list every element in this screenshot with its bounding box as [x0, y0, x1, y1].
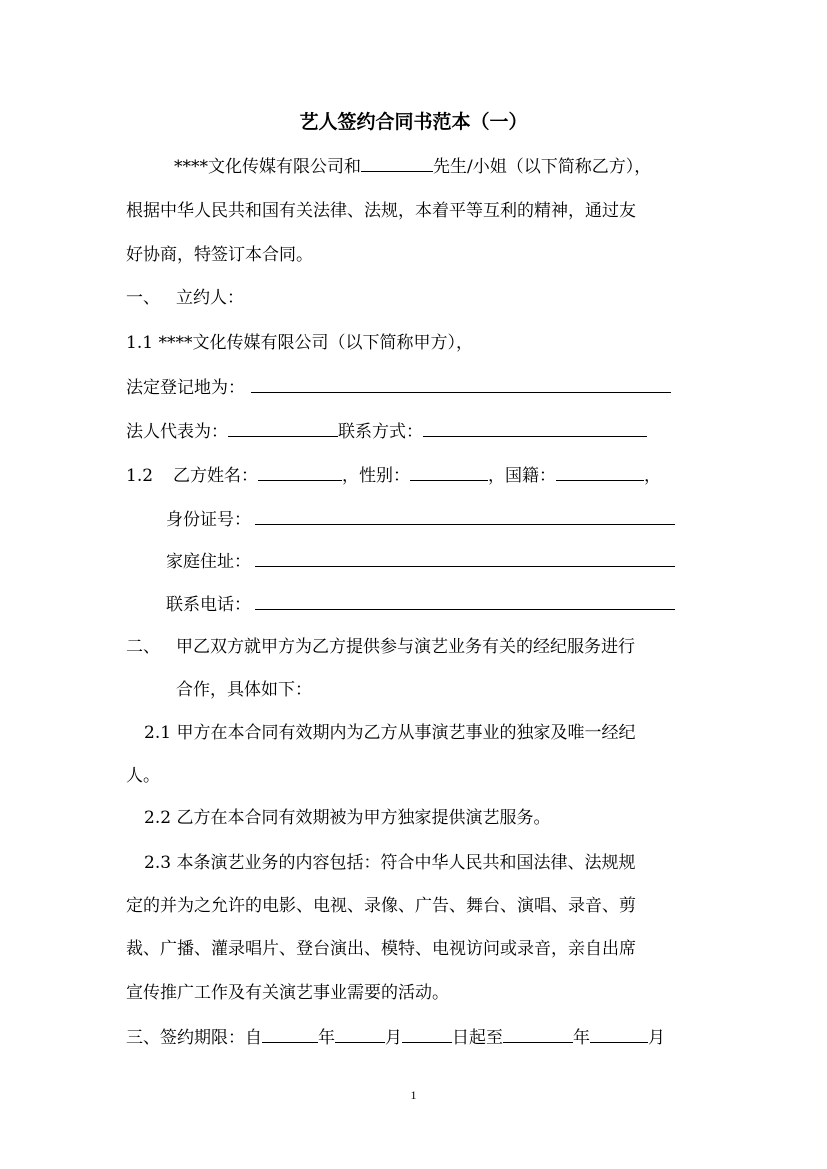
reg-address-row	[126, 376, 671, 398]
start-month-blank[interactable]	[335, 1026, 385, 1043]
contact-blank[interactable]	[423, 420, 647, 437]
intro-party-b: 先生/小姐（以下简称乙方），	[433, 157, 652, 177]
p2-3-line3: 裁、广播、灌录唱片、登台演出、模特、电视访问或录音，亲自出席	[126, 939, 636, 959]
phone-row	[166, 593, 675, 615]
section1-number: 一、	[126, 288, 160, 308]
p2-1-line2: 人。	[126, 766, 160, 786]
intro-line-3: 好协商，特签订本合同。	[126, 245, 313, 265]
p2-3-line4: 宣传推广工作及有关演艺事业需要的活动。	[126, 983, 449, 1003]
gender-label: ，性别：	[342, 466, 411, 486]
section3-prefix: 三、签约期限：自	[126, 1028, 262, 1048]
legal-rep-label: 法人代表为：	[126, 422, 228, 442]
end-month-label: 月	[648, 1028, 665, 1048]
intro-party-a: ****文化传媒有限公司和	[174, 157, 361, 177]
trailing-comma: ，	[644, 466, 662, 486]
legal-rep-blank[interactable]	[228, 420, 338, 437]
phone-blank[interactable]	[255, 593, 675, 610]
home-row	[166, 550, 675, 572]
p2-1-line1: 2.1 甲方在本合同有效期内为乙方从事演艺事业的独家及唯一经纪	[144, 723, 636, 743]
start-year-label: 年	[318, 1028, 335, 1048]
p2-3-line2: 定的并为之允许的电影、电视、录像、广告、舞台、演唱、录音、剪	[126, 896, 636, 916]
section1-title: 立约人：	[176, 288, 244, 308]
start-day-blank[interactable]	[402, 1026, 452, 1043]
legal-rep-row	[126, 420, 647, 442]
item-1-1: 1.1 ****文化传媒有限公司（以下简称甲方），	[126, 333, 473, 353]
contact-label: 联系方式：	[338, 422, 423, 442]
section1-heading	[126, 288, 244, 308]
page-number: 1	[410, 1088, 417, 1102]
home-label: 家庭住址：	[166, 552, 251, 572]
p2-3-line1: 2.3 本条演艺业务的内容包括：符合中华人民共和国法律、法规规	[144, 853, 636, 873]
section2-heading	[126, 637, 635, 657]
id-blank[interactable]	[255, 508, 675, 525]
start-month-label: 月	[385, 1028, 402, 1048]
intro-line-1	[174, 155, 651, 177]
p2-2: 2.2 乙方在本合同有效期被为甲方独家提供演艺服务。	[144, 808, 551, 828]
end-month-blank[interactable]	[590, 1026, 648, 1043]
section2-heading-line1: 甲乙双方就甲方为乙方提供参与演艺业务有关的经纪服务进行	[176, 637, 635, 657]
end-year-label: 年	[573, 1028, 590, 1048]
gender-blank[interactable]	[410, 464, 488, 481]
item-1-2-number: 1.2	[126, 466, 154, 486]
artist-name-blank[interactable]	[361, 155, 433, 172]
phone-label: 联系电话：	[166, 595, 251, 615]
nationality-blank[interactable]	[556, 464, 644, 481]
nationality-label: ，国籍：	[488, 466, 557, 486]
reg-address-label: 法定登记地为：	[126, 378, 245, 398]
start-day-label: 日起至	[452, 1028, 503, 1048]
start-year-blank[interactable]	[262, 1026, 318, 1043]
section3-term-row	[126, 1026, 665, 1048]
id-row	[166, 508, 675, 530]
home-blank[interactable]	[255, 550, 675, 567]
end-year-blank[interactable]	[503, 1026, 573, 1043]
reg-address-blank[interactable]	[251, 376, 671, 393]
name-label: 乙方姓名：	[173, 466, 259, 486]
intro-line-2: 根据中华人民共和国有关法律、法规，本着平等互利的精神，通过友	[126, 201, 636, 221]
name-blank[interactable]	[258, 464, 342, 481]
id-label: 身份证号：	[166, 510, 251, 530]
section2-heading-line2: 合作，具体如下：	[176, 680, 312, 700]
item-1-2-row	[126, 464, 661, 486]
section2-number: 二、	[126, 637, 160, 657]
document-title: 艺人签约合同书范本（一）	[299, 111, 528, 133]
